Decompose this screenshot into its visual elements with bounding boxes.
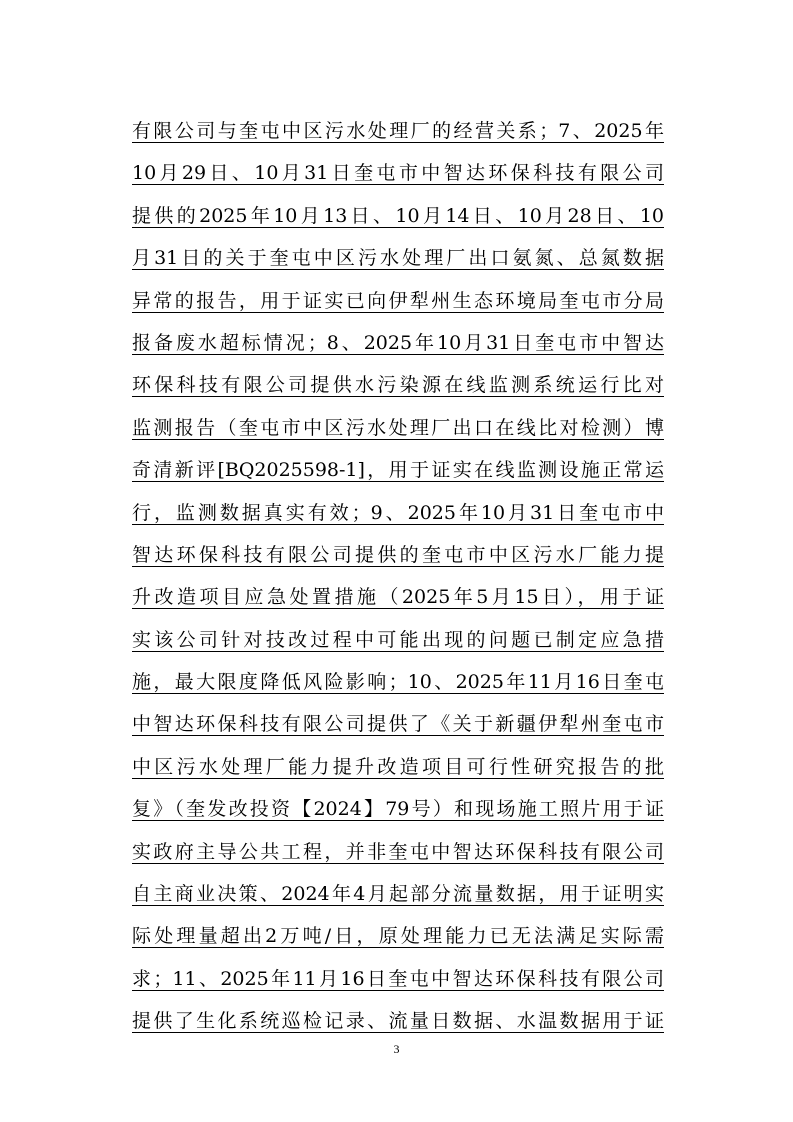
text-line: 行，监测数据真实有效；9、2025年10月31日奎屯市中 — [132, 501, 664, 524]
text-line: 升改造项目应急处置措施（2025年5月15日），用于证 — [132, 586, 664, 609]
text-line: 报备废水超标情况；8、2025年10月31日奎屯市中智达 — [132, 331, 664, 354]
text-line: 监测报告（奎屯市中区污水处理厂出口在线比对检测）博 — [132, 416, 664, 439]
text-line: 提供了生化系统巡检记录、流量日数据、水温数据用于证 — [132, 1010, 664, 1033]
body-text — [132, 110, 664, 1043]
text-line: 施，最大限度降低风险影响；10、2025年11月16日奎屯 — [132, 671, 664, 694]
text-line: 中智达环保科技有限公司提供了《关于新疆伊犁州奎屯市 — [132, 713, 664, 736]
text-line: 实政府主导公共工程，并非奎屯中智达环保科技有限公司 — [132, 840, 664, 863]
text-line: 提供的2025年10月13日、10月14日、10月28日、10 — [132, 204, 664, 227]
text-line: 复》（奎发改投资【2024】79号）和现场施工照片用于证 — [132, 798, 664, 821]
text-line: 奇清新评[BQ2025598-1]，用于证实在线监测设施正常运 — [132, 459, 664, 482]
text-line: 有限公司与奎屯中区污水处理厂的经营关系；7、2025年 — [132, 120, 664, 142]
text-line: 求；11、2025年11月16日奎屯中智达环保科技有限公司 — [132, 967, 664, 990]
text-line: 实该公司针对技改过程中可能出现的问题已制定应急措 — [132, 628, 664, 651]
text-line: 10月29日、10月31日奎屯市中智达环保科技有限公司 — [132, 162, 664, 185]
text-line: 月31日的关于奎屯中区污水处理厂出口氨氮、总氮数据 — [132, 247, 664, 270]
page-number: 3 — [393, 1042, 400, 1056]
text-line: 际处理量超出2万吨/日，原处理能力已无法满足实际需 — [132, 925, 664, 948]
text-line: 环保科技有限公司提供水污染源在线监测系统运行比对 — [132, 374, 664, 397]
text-line: 中区污水处理厂能力提升改造项目可行性研究报告的批 — [132, 755, 664, 778]
text-line: 异常的报告，用于证实已向伊犁州生态环境局奎屯市分局 — [132, 289, 664, 312]
text-line: 智达环保科技有限公司提供的奎屯市中区污水厂能力提 — [132, 543, 664, 566]
text-line: 自主商业决策、2024年4月起部分流量数据，用于证明实 — [132, 883, 664, 906]
